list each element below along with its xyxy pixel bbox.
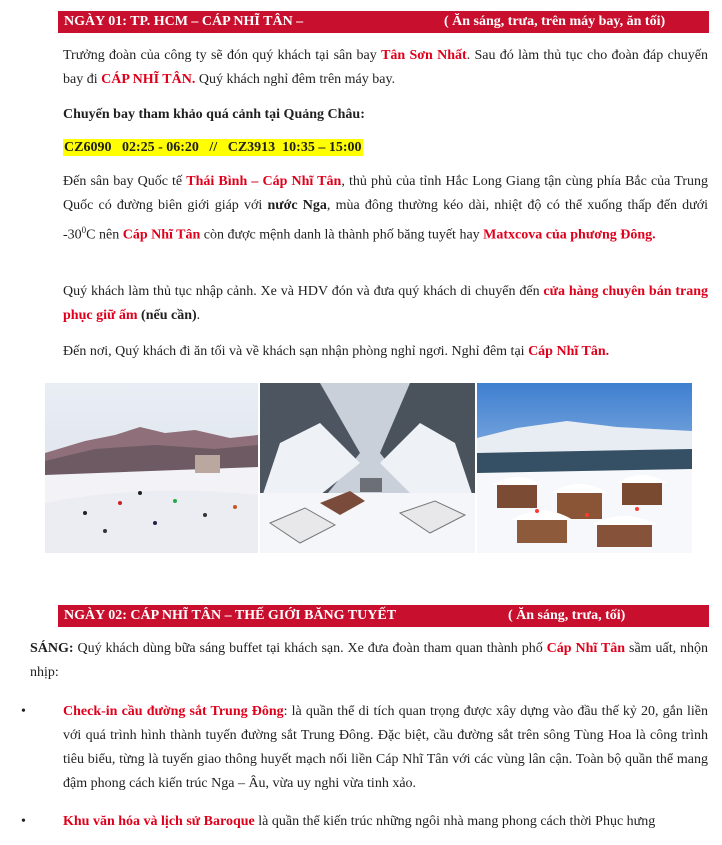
- flight-heading: Chuyến bay tham khảo quá cảnh tại Quảng Châu:: [63, 107, 365, 122]
- photo-snow-village: [477, 383, 692, 553]
- photo-snowy-valley: [260, 383, 475, 553]
- day1-paragraph-3: Quý khách làm thủ tục nhập cảnh. Xe và HDV đón và đưa quý khách di chuyển đến cửa hàng chuyên bán trang phục giữ ấm (nếu cần).: [63, 284, 708, 323]
- day2-title: NGÀY 02: CÁP NHĨ TÂN – THẾ GIỚI BĂNG TUYẾT: [64, 608, 397, 623]
- day1-meals: ( Ăn sáng, trưa, trên máy bay, ăn tối): [444, 14, 666, 29]
- day1-header: [58, 11, 709, 33]
- photo-ski-resort-slope: [45, 383, 258, 553]
- day2-morning-paragraph: SÁNG: Quý khách dùng bữa sáng buffet tại khách sạn. Xe đưa đoàn tham quan thành phố Cáp Nhĩ Tân sầm uất, nhộn nhịp:: [30, 641, 709, 680]
- day1-paragraph-4: Đến nơi, Quý khách đi ăn tối và về khách sạn nhận phòng nghỉ ngơi. Nghỉ đêm tại Cáp Nhĩ Tân.: [63, 344, 610, 359]
- day2-header: [58, 605, 709, 627]
- flight-info: CZ6090 02:25 - 06:20 // CZ3913 10:35 – 15:00: [64, 140, 362, 155]
- day1-paragraph-2: Đến sân bay Quốc tế Thái Bình – Cáp Nhĩ Tân, thủ phủ của tỉnh Hắc Long Giang tận cùng phía Bắc của Trung Quốc có đường biên giới giáp với nước Nga, mùa đông thường kéo dài, nhiệt độ có thể xuống thấp đến dưới $-30^0C$ nên Cáp Nhĩ Tân còn được mệnh danh là thành phố băng tuyết hay Matxcova của phương Đông.: [63, 174, 709, 243]
- bullet-item-baroque-district: Khu văn hóa và lịch sử Baroque là quần thể kiến trúc những ngôi nhà mang phong cách thời Phục hưng: [63, 814, 656, 829]
- day1-title: NGÀY 01: TP. HCM – CÁP NHĨ TÂN –: [64, 14, 304, 29]
- day1-paragraph-1: Trưởng đoàn của công ty sẽ đón quý khách tại sân bay Tân Sơn Nhất. Sau đó làm thủ tục cho đoàn đáp chuyến bay đi CÁP NHĨ TÂN. Quý khách nghỉ đêm trên máy bay.: [63, 48, 708, 87]
- bullet-marker: •: [21, 704, 26, 719]
- bullet-marker: •: [21, 814, 26, 829]
- day2-meals: ( Ăn sáng, trưa, tối): [508, 608, 626, 623]
- bullet-item-railway-bridge: Check-in cầu đường sắt Trung Đông: là quần thể di tích quan trọng được xây dựng vào đầu thế kỷ 20, gắn liền với quá trình hình thành tuyến đường sắt Trung Đông. Đặc biệt, cầu đường sắt trên sông Tùng Hoa là công trình tiêu biểu, từng là tuyến giao thông huyết mạch nối liền Cáp Nhĩ Tân với các vùng lân cận. Toàn bộ quần thể mang đậm phong cách kiến trúc Nga – Âu, vừa uy nghi vừa tinh xảo.: [63, 704, 708, 791]
